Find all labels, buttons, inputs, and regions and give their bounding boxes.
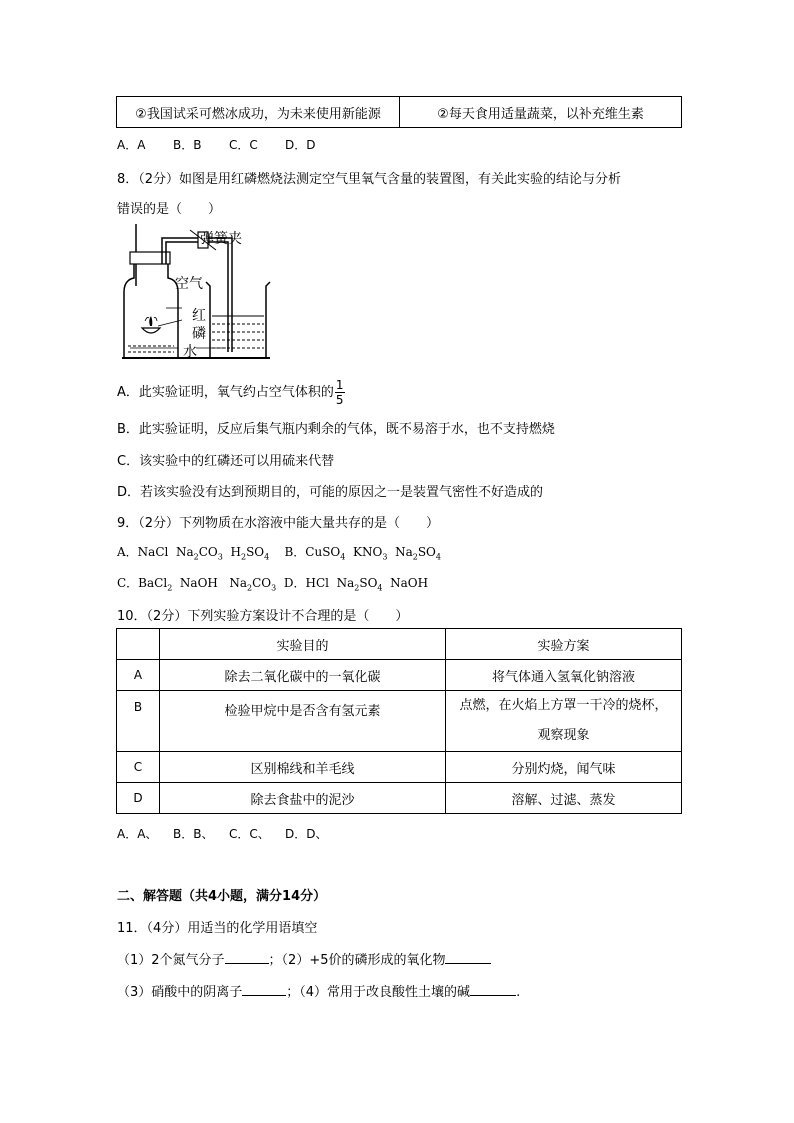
subscript: 2 — [247, 583, 253, 593]
q7-option-a[interactable]: A．A — [117, 138, 146, 152]
q10-options — [117, 825, 327, 842]
q10-table — [116, 628, 682, 814]
q8-option-a[interactable] — [117, 378, 345, 407]
q11-part2-text: ；（2）+5价的磷形成的氧化物 — [268, 953, 446, 968]
q8-option-b[interactable]: B．此实验证明，反应后集气瓶内剩余的气体，既不易溶于水，也不支持燃烧 — [117, 422, 555, 437]
table-row — [117, 783, 682, 814]
q11-blank-4[interactable] — [470, 983, 516, 996]
q10-option-b[interactable]: B．B、 — [173, 827, 214, 841]
subscript: 3 — [271, 583, 277, 593]
formula-nacl: A．NaCl — [117, 545, 169, 559]
row-plan — [446, 691, 682, 752]
q11-part4-text: ；（4）常用于改良酸性土壤的碱 — [286, 985, 471, 1000]
q7-option-b[interactable]: B．B — [173, 138, 202, 152]
q9-options-line1 — [117, 543, 441, 561]
q7-option-c[interactable]: C．C — [229, 138, 258, 152]
q7-table — [116, 96, 682, 128]
subscript: 4 — [377, 583, 383, 593]
formula-part: CO — [198, 545, 218, 559]
q9-option-d[interactable] — [283, 576, 429, 593]
formula-na2co3: Na — [175, 545, 194, 559]
subscript: 3 — [217, 552, 223, 562]
subscript: 4 — [340, 552, 346, 562]
formula-naoh: NaOH — [390, 576, 429, 590]
q8-option-a-text: A．此实验证明，氧气约占空气体积的 — [117, 385, 334, 400]
q11-blank-3[interactable] — [242, 983, 286, 996]
q7-table-cell-right: ②每天食用适量蔬菜，以补充维生素 — [400, 97, 682, 128]
subscript: 2 — [412, 552, 418, 562]
subscript: 2 — [240, 552, 247, 562]
row-purpose: 区别棉线和羊毛线 — [160, 752, 446, 783]
row-label: D — [117, 783, 160, 814]
label-phosphorus: 磷 — [192, 326, 206, 342]
q7-table-cell-left: ②我国试采可燃冰成功，为未来使用新能源 — [117, 97, 400, 128]
formula-na2co3: Na — [229, 576, 247, 590]
q11-stem: 11．（4分）用适当的化学用语填空 — [117, 921, 318, 936]
one-fifth-fraction — [335, 378, 345, 407]
q11-part3-text: （3）硝酸中的阴离子 — [117, 985, 243, 1000]
subscript: 2 — [354, 583, 360, 593]
row-plan: 将气体通入氢氧化钠溶液 — [446, 660, 682, 691]
row-label: A — [117, 660, 160, 691]
table-row — [117, 691, 682, 752]
formula-naoh: NaOH — [179, 576, 218, 590]
q10-option-a[interactable]: A．A、 — [117, 827, 158, 841]
q9-stem: 9．（2分）下列物质在水溶液中能大量共存的是（ ） — [117, 516, 440, 531]
q10-option-c[interactable]: C．C、 — [229, 827, 270, 841]
row-label: B — [117, 691, 160, 752]
row-purpose: 除去食盐中的泥沙 — [160, 783, 446, 814]
q9-options-line2 — [117, 574, 428, 592]
formula-hcl: D．HCl — [283, 576, 329, 590]
fraction-numerator: 1 — [335, 378, 344, 392]
table-header-cell — [117, 629, 160, 660]
q10-option-d[interactable]: D．D、 — [285, 827, 328, 841]
q8-option-c[interactable]: C．该实验中的红磷还可以用硫来代替 — [117, 454, 335, 469]
row-plan: 溶解、过滤、蒸发 — [446, 783, 682, 814]
formula-part: CO — [252, 576, 272, 590]
formula-part: SO — [246, 545, 265, 559]
subscript: 2 — [193, 552, 199, 562]
formula-kno3: KNO — [353, 545, 383, 559]
label-water: 水 — [183, 344, 197, 360]
table-header-cell: 实验方案 — [446, 629, 682, 660]
q11-line2 — [117, 981, 520, 1000]
subscript: 4 — [264, 552, 270, 562]
row-purpose: 检验甲烷中是否含有氢元素 — [160, 691, 446, 752]
fraction-denominator: 5 — [335, 393, 344, 407]
row-plan-line1: 点燃，在火焰上方罩一干冷的烧杯， — [459, 698, 668, 713]
subscript: 4 — [435, 552, 441, 562]
formula-cuso4: B．CuSO — [284, 545, 341, 559]
q9-option-c[interactable] — [117, 576, 277, 593]
subscript: 2 — [167, 583, 173, 593]
row-plan: 分别灼烧，闻气味 — [446, 752, 682, 783]
row-purpose: 除去二氧化碳中的一氧化碳 — [160, 660, 446, 691]
formula-na2so4: Na — [336, 576, 355, 590]
q11-line1 — [117, 949, 491, 968]
formula-part: SO — [417, 545, 436, 559]
q8-stem-line1: 8．（2分）如图是用红磷燃烧法测定空气里氧气含量的装置图，有关此实验的结论与分析 — [117, 172, 622, 187]
table-row — [117, 752, 682, 783]
q11-period: . — [516, 985, 521, 1000]
q7-option-d[interactable]: D．D — [285, 138, 316, 152]
q7-options — [117, 136, 315, 153]
table-row — [117, 660, 682, 691]
subscript: 3 — [382, 552, 388, 562]
table-header-row — [117, 629, 682, 660]
q9-option-a[interactable] — [117, 545, 270, 562]
q9-option-b[interactable] — [284, 545, 441, 562]
row-label: C — [117, 752, 160, 783]
label-red-1: 红 — [192, 308, 206, 324]
q8-stem-line2: 错误的是（ ） — [117, 202, 222, 217]
q10-stem: 10．（2分）下列实验方案设计不合理的是（ ） — [117, 609, 409, 624]
q11-part1-text: （1）2个氮气分子 — [117, 953, 225, 968]
label-air: 空气 — [175, 276, 203, 292]
table-header-cell: 实验目的 — [160, 629, 446, 660]
formula-bacl2: C．BaCl — [117, 576, 168, 590]
formula-na2so4: Na — [395, 545, 413, 559]
label-spring-clamp: 弹簧夹 — [200, 231, 242, 247]
q11-blank-2[interactable] — [445, 951, 491, 964]
section-title: 二、解答题（共4小题，满分14分） — [117, 889, 327, 904]
q8-option-d[interactable]: D．若该实验没有达到预期目的，可能的原因之一是装置气密性不好造成的 — [117, 485, 544, 500]
q11-blank-1[interactable] — [225, 951, 269, 964]
formula-part: SO — [359, 576, 378, 590]
row-plan-line2: 观察现象 — [537, 728, 590, 743]
formula-h2so4: H — [230, 545, 241, 559]
